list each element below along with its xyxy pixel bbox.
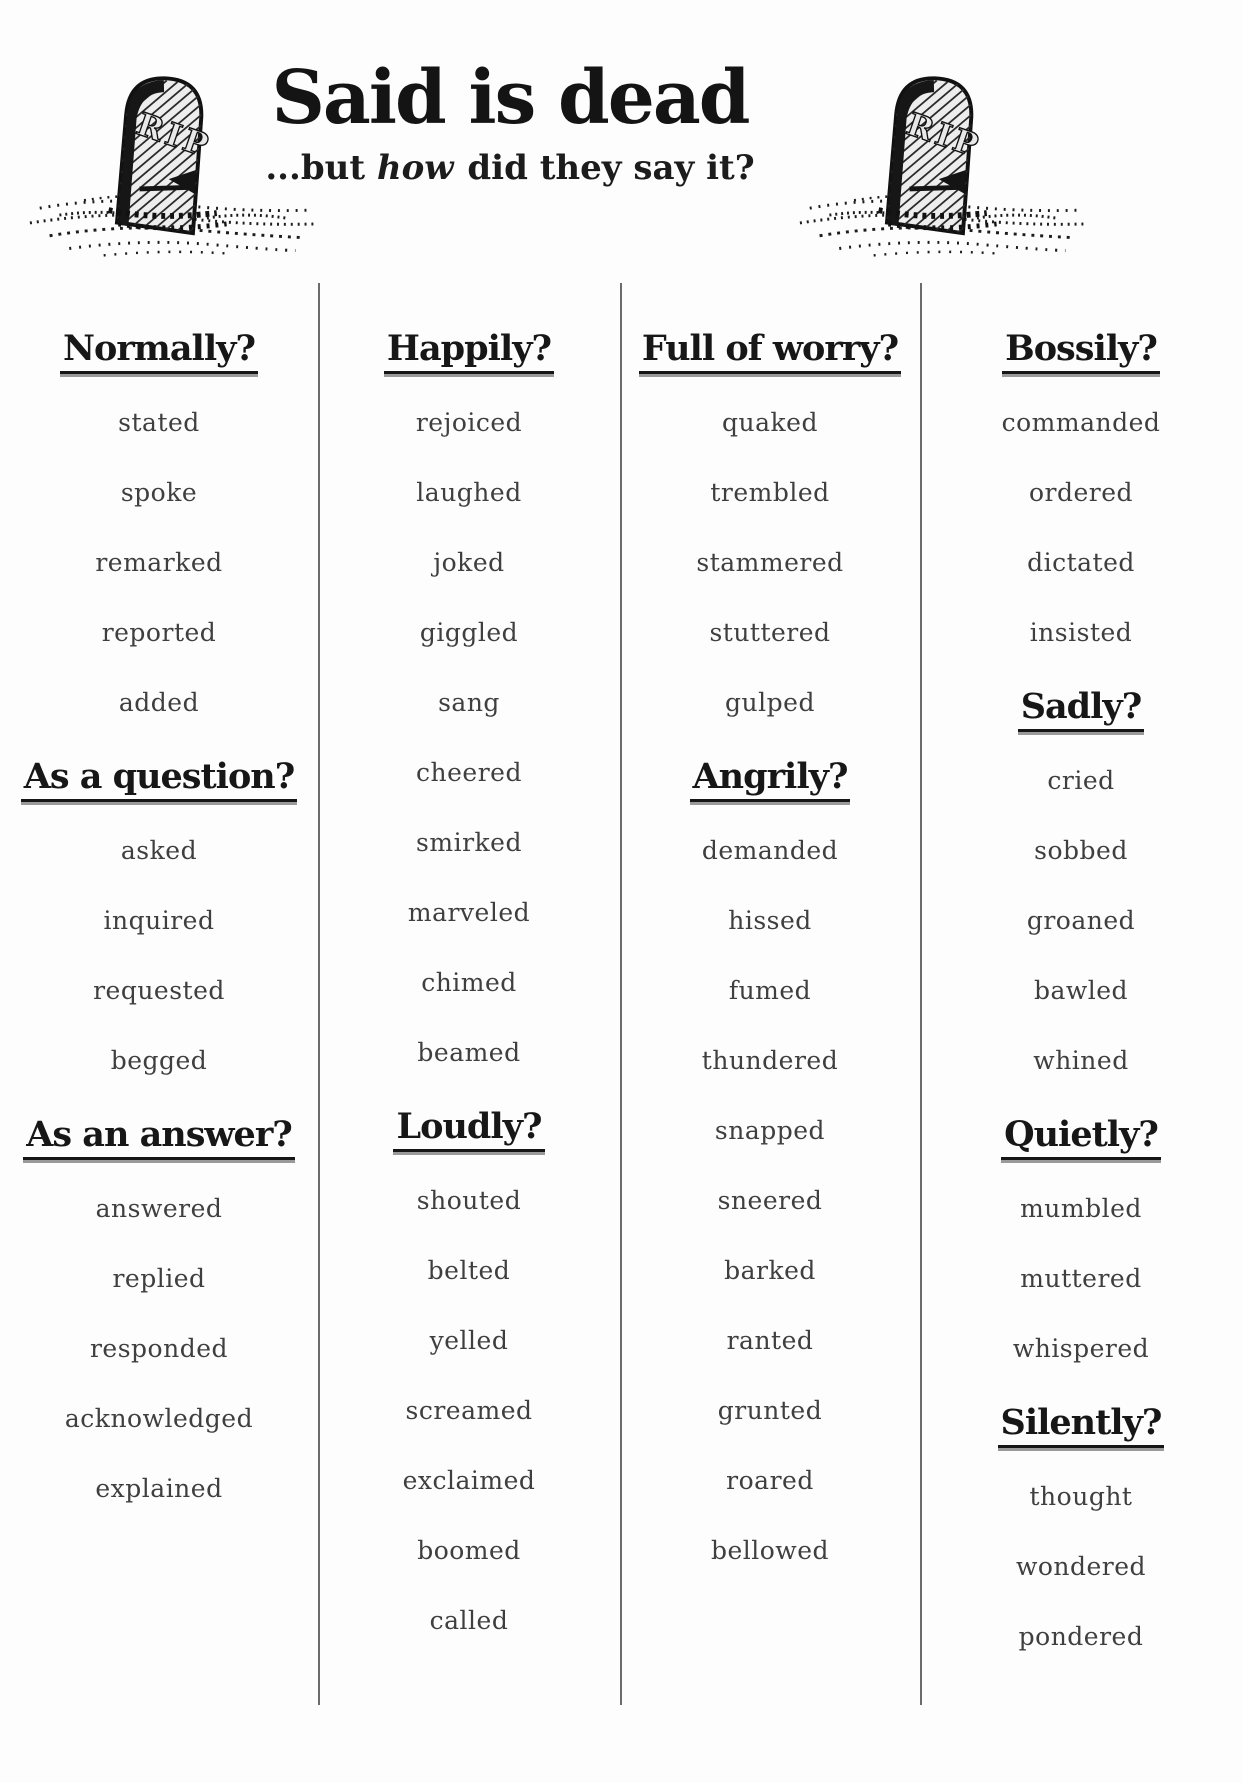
column-divider <box>620 283 622 1705</box>
word-item: sobbed <box>1034 835 1128 865</box>
category-section <box>318 323 620 1087</box>
word-item: screamed <box>405 1395 533 1425</box>
word-item: chimed <box>421 967 517 997</box>
category-heading-text: Sadly? <box>1018 686 1145 732</box>
category-heading-text: Angrily? <box>690 756 851 802</box>
word-item: cried <box>1047 765 1115 795</box>
word-item: snapped <box>714 1115 826 1145</box>
word-item: acknowledged <box>64 1403 254 1433</box>
category-heading-text: Happily? <box>384 328 554 374</box>
word-item: dictated <box>1027 547 1135 577</box>
word-item: called <box>429 1605 509 1635</box>
category-section <box>318 1087 620 1655</box>
word-item: trembled <box>710 477 830 507</box>
word-item: fumed <box>728 975 812 1005</box>
word-item: bellowed <box>710 1535 830 1565</box>
word-item: sang <box>438 687 500 717</box>
category-heading-text: Quietly? <box>1001 1114 1161 1160</box>
word-item: stuttered <box>709 617 831 647</box>
category-heading <box>0 323 318 379</box>
word-item: sneered <box>717 1185 823 1215</box>
word-item: thought <box>1029 1481 1133 1511</box>
word-item: answered <box>95 1193 223 1223</box>
subtitle-suffix: did they say it? <box>455 147 755 188</box>
word-item: cheered <box>416 757 522 787</box>
column-1 <box>0 283 318 1671</box>
word-item: quaked <box>722 407 818 437</box>
word-item: laughed <box>416 477 522 507</box>
word-item: added <box>118 687 200 717</box>
word-lists-area <box>0 283 1242 1783</box>
category-section <box>620 323 920 737</box>
word-item: groaned <box>1026 905 1136 935</box>
word-item: commanded <box>1001 407 1161 437</box>
category-section <box>920 667 1242 1095</box>
column-4 <box>920 283 1242 1671</box>
word-item: whined <box>1033 1045 1129 1075</box>
category-section <box>920 323 1242 667</box>
word-item: whispered <box>1012 1333 1150 1363</box>
word-item: belted <box>427 1255 511 1285</box>
category-heading-text: Silently? <box>998 1402 1165 1448</box>
word-item: remarked <box>95 547 223 577</box>
word-item: stammered <box>696 547 844 577</box>
word-item: gulped <box>725 687 815 717</box>
word-item: ordered <box>1028 477 1134 507</box>
category-heading-text: Loudly? <box>393 1106 544 1152</box>
word-item: yelled <box>429 1325 509 1355</box>
category-heading <box>920 323 1242 379</box>
category-heading <box>620 751 920 807</box>
column-divider <box>920 283 922 1705</box>
title-block <box>230 55 790 188</box>
word-item: rejoiced <box>415 407 523 437</box>
word-item: demanded <box>701 835 839 865</box>
category-heading <box>0 1109 318 1165</box>
category-section <box>920 1383 1242 1671</box>
word-item: inquired <box>103 905 215 935</box>
category-heading <box>920 1109 1242 1165</box>
word-item: joked <box>433 547 505 577</box>
category-section <box>620 737 920 1585</box>
word-item: explained <box>95 1473 223 1503</box>
word-item: giggled <box>419 617 519 647</box>
word-item: boomed <box>417 1535 521 1565</box>
word-item: replied <box>112 1263 206 1293</box>
word-item: reported <box>101 617 217 647</box>
column-divider <box>318 283 320 1705</box>
word-item: muttered <box>1020 1263 1142 1293</box>
category-heading <box>920 1397 1242 1453</box>
word-item: begged <box>110 1045 208 1075</box>
word-item: barked <box>724 1255 816 1285</box>
word-item: beamed <box>417 1037 521 1067</box>
word-item: smirked <box>416 827 522 857</box>
category-heading <box>318 323 620 379</box>
word-item: pondered <box>1018 1621 1144 1651</box>
word-item: ranted <box>726 1325 814 1355</box>
word-item: bawled <box>1033 975 1129 1005</box>
category-section <box>0 1095 318 1523</box>
word-item: roared <box>726 1465 814 1495</box>
tombstone-right-illustration <box>795 62 1090 260</box>
word-item: stated <box>118 407 200 437</box>
word-item: grunted <box>717 1395 823 1425</box>
subtitle-emphasis: how <box>376 147 454 188</box>
page-title: Said is dead <box>271 55 749 141</box>
word-item: hissed <box>728 905 812 935</box>
word-item: exclaimed <box>402 1465 536 1495</box>
word-item: mumbled <box>1020 1193 1142 1223</box>
subtitle-prefix: ...but <box>265 147 377 188</box>
category-heading <box>0 751 318 807</box>
word-item: thundered <box>701 1045 839 1075</box>
page-subtitle <box>230 148 790 188</box>
category-heading-text: Normally? <box>60 328 258 374</box>
word-item: asked <box>120 835 198 865</box>
word-item: responded <box>89 1333 229 1363</box>
category-heading-text: Full of worry? <box>639 328 901 374</box>
category-section <box>920 1095 1242 1383</box>
word-item: shouted <box>416 1185 522 1215</box>
category-heading <box>318 1101 620 1157</box>
poster-header <box>0 0 1242 283</box>
word-item: marveled <box>407 897 531 927</box>
category-heading <box>620 323 920 379</box>
category-heading-text: As a question? <box>21 756 298 802</box>
category-heading-text: Bossily? <box>1002 328 1160 374</box>
word-item: requested <box>93 975 225 1005</box>
category-heading <box>920 681 1242 737</box>
word-item: insisted <box>1029 617 1133 647</box>
column-2 <box>318 283 620 1671</box>
column-3 <box>620 283 920 1671</box>
word-item: wondered <box>1015 1551 1147 1581</box>
word-item: spoke <box>120 477 198 507</box>
category-section <box>0 323 318 737</box>
category-section <box>0 737 318 1095</box>
category-heading-text: As an answer? <box>23 1114 295 1160</box>
